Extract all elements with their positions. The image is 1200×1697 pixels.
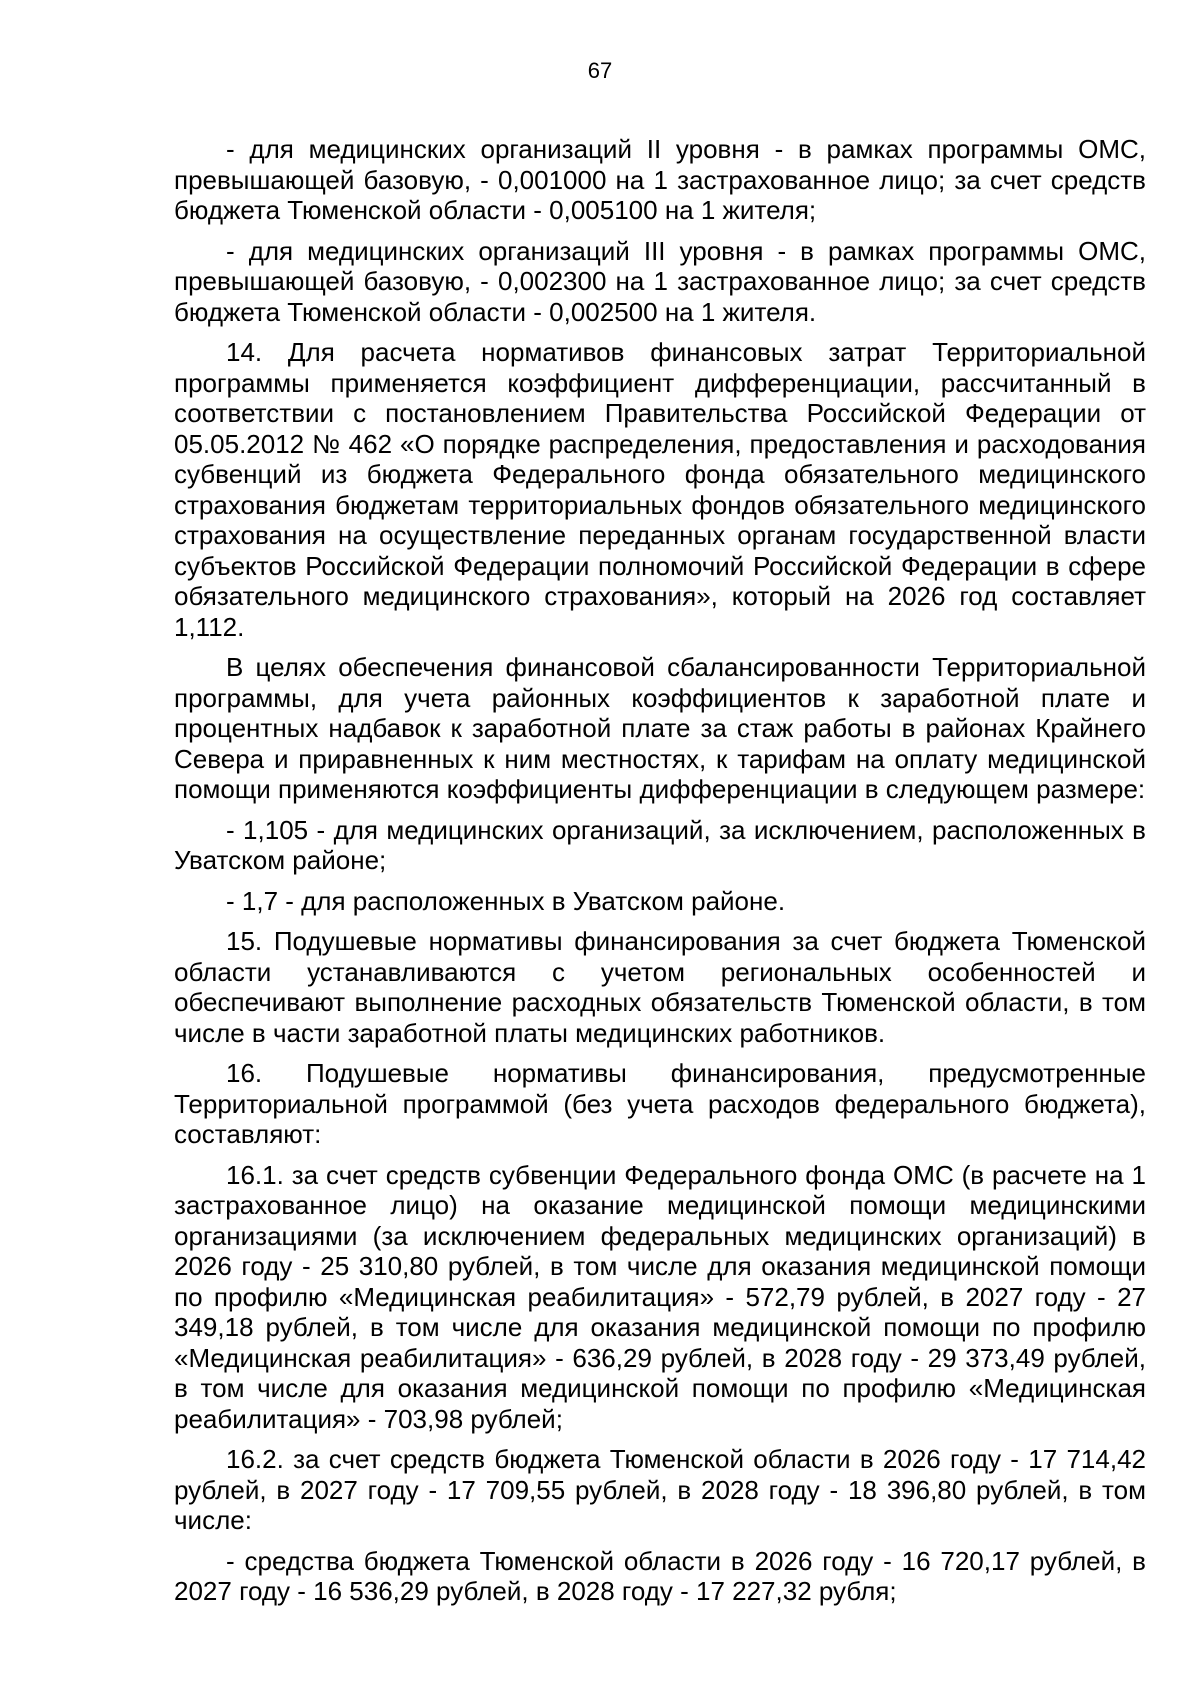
- paragraph-16-2: 16.2. за счет средств бюджета Тюменской области в 2026 году - 17 714,42 рублей, в 2027 году - 17 709,55 рублей, в 2028 году - 18 396,80 рублей, в том числе:: [174, 1444, 1146, 1535]
- paragraph-level-2-coefficients: - для медицинских организаций II уровня - в рамках программы ОМС, превышающей базовую, - 0,001000 на 1 застрахованное лицо; за счет средств бюджета Тюменской области - 0,005100 на 1 жителя;: [174, 134, 1146, 225]
- document-body: [174, 134, 1146, 1617]
- paragraph-16: 16. Подушевые нормативы финансирования, предусмотренные Территориальной программой (без учета расходов федерального бюджета), составляют:: [174, 1058, 1146, 1149]
- paragraph-16-1: 16.1. за счет средств субвенции Федерального фонда ОМС (в расчете на 1 застрахованное лицо) на оказание медицинской помощи медицинскими организациями (за исключением федеральных медицинских организаций) в 2026 году - 25 310,80 рублей, в том числе для оказания медицинской помощи по профилю «Медицинская реабилитация» - 572,79 рублей, в 2027 году - 27 349,18 рублей, в том числе для оказания медицинской помощи по профилю «Медицинская реабилитация» - 636,29 рублей, в 2028 году - 29 373,49 рублей, в том числе для оказания медицинской помощи по профилю «Медицинская реабилитация» - 703,98 рублей;: [174, 1159, 1146, 1434]
- page-number: 67: [587, 58, 613, 83]
- paragraph-15: 15. Подушевые нормативы финансирования за счет бюджета Тюменской области устанавливаются с учетом региональных особенностей и обеспечивают выполнение расходных обязательств Тюменской области, в том числе в части заработной платы медицинских работников.: [174, 926, 1146, 1048]
- paragraph-14: 14. Для расчета нормативов финансовых затрат Территориальной программы применяется коэффициент дифференциации, рассчитанный в соответствии с постановлением Правительства Российской Федерации от 05.05.2012 № 462 «О порядке распределения, предоставления и расходования субвенций из бюджета Федерального фонда обязательного медицинского страхования бюджетам территориальных фондов обязательного медицинского страхования на осуществление переданных органам государственной власти субъектов Российской Федерации полномочий Российской Федерации в сфере обязательного медицинского страхования», который на 2026 год составляет 1,112.: [174, 337, 1146, 642]
- paragraph-coefficient-1-105: - 1,105 - для медицинских организаций, за исключением, расположенных в Уватском районе;: [174, 814, 1146, 875]
- paragraph-level-3-coefficients: - для медицинских организаций III уровня - в рамках программы ОМС, превышающей базовую, - 0,002300 на 1 застрахованное лицо; за счет средств бюджета Тюменской области - 0,002500 на 1 жителя.: [174, 235, 1146, 327]
- paragraph-regional-budget-funds: - средства бюджета Тюменской области в 2026 году - 16 720,17 рублей, в 2027 году - 16 536,29 рублей, в 2028 году - 17 227,32 рубля;: [174, 1545, 1146, 1606]
- paragraph-balance-coefficients: В целях обеспечения финансовой сбалансированности Территориальной программы, для учета районных коэффициентов к заработной плате и процентных надбавок к заработной плате за стаж работы в районах Крайнего Севера и приравненных к ним местностях, к тарифам на оплату медицинской помощи применяются коэффициенты дифференциации в следующем размере:: [174, 652, 1146, 804]
- paragraph-coefficient-1-7: - 1,7 - для расположенных в Уватском районе.: [226, 885, 786, 916]
